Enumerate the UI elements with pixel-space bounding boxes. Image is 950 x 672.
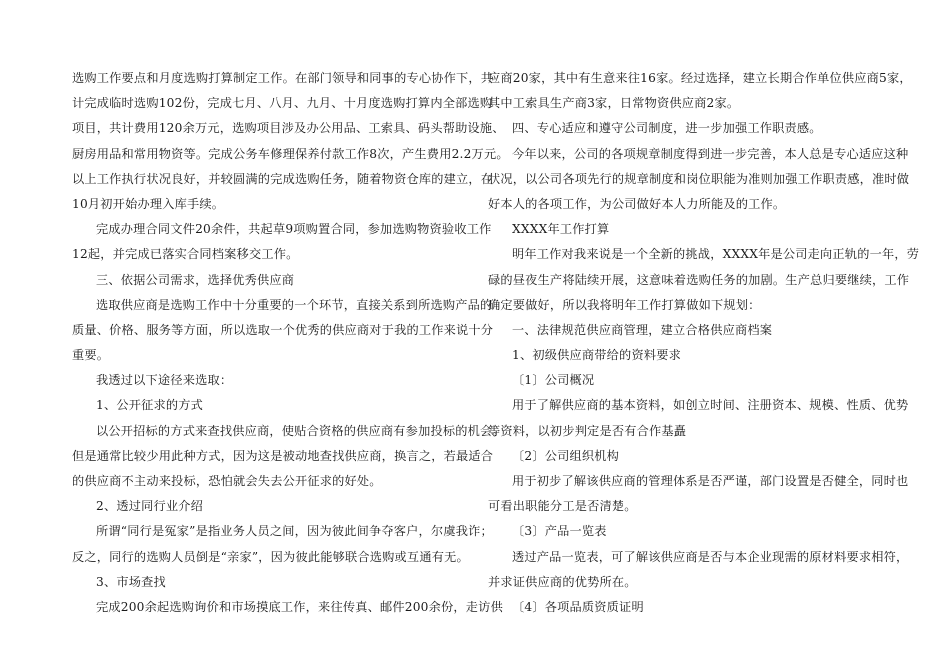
- text-line: 选取供应商是选购工作中十分重要的一个环节，直接关系到所选购产品的: [96, 297, 493, 312]
- text-line: XXXX年工作打算: [512, 222, 610, 237]
- text-line: 以上工作执行状况良好，并较圆满的完成选购任务，随着物资仓库的建立，在: [72, 171, 494, 186]
- text-line: 今年以来，公司的各项规章制度得到进一步完善，本人总是专心适应这种: [512, 146, 909, 161]
- text-line: 等资料，以初步判定是否有合作基矗: [488, 423, 687, 438]
- text-line: 所谓“同行是冤家”是指业务人员之间，因为彼此间争夺客户，尔虞我诈；: [96, 524, 493, 539]
- text-line: 选购工作要点和月度选购打算制定工作。在部门领导和同事的专心协作下，共: [72, 71, 494, 85]
- text-line: 一、法律规范供应商管理，建立合格供应商档案: [512, 322, 773, 337]
- text-line: 用于了解供应商的基本资料，如创立时间、注册资本、规模、性质、优势: [512, 398, 909, 413]
- text-line: 透过产品一览表，可了解该供应商是否与本企业现需的原材料要求相符，: [512, 549, 909, 564]
- text-line: 〔4〕各项品质资质证明: [512, 599, 644, 614]
- text-line: 好本人的各项工作，为公司做好本人力所能及的工作。: [488, 196, 786, 211]
- text-line: 质量、价格、服务等方面，所以选取一个优秀的供应商对于我的工作来说十分: [72, 322, 494, 337]
- text-line: 〔3〕产品一览表: [512, 524, 607, 539]
- text-line: 厨房用品和常用物资等。完成公务车修理保养付款工作8次，产生费用2.2万元。: [72, 146, 509, 161]
- text-line: 重要。: [72, 348, 110, 363]
- text-line: 3、市场查找: [96, 574, 166, 589]
- text-line: 1、公开征求的方式: [96, 398, 204, 413]
- text-line: 碌的昼夜生产将陆续开展，这意味着选购任务的加剧。生产总归要继续，工作: [488, 272, 910, 287]
- text-line: 确定要做好，所以我将明年工作打算做如下规划：: [488, 297, 761, 312]
- text-line: 完成办理合同文件20余件，共起草9项购置合同，参加选购物资验收工作: [96, 222, 492, 237]
- text-line: 1、初级供应商带给的资料要求: [512, 348, 681, 363]
- text-line: 以公开招标的方式来查找供应商，使贴合资格的供应商有参加投标的机会。: [96, 423, 505, 438]
- text-line: 反之，同行的选购人员倒是“亲家”，因为彼此能够联合选购或互通有无。: [72, 549, 469, 564]
- text-line: 12起，并完成已落实合同档案移交工作。: [72, 247, 299, 262]
- text-line: 明年工作对我来说是一个全新的挑战，XXXX年是公司走向正轨的一年，劳: [512, 247, 920, 262]
- text-line: 项目，共计费用120余万元，选购项目涉及办公用品、工索具、码头帮助设施、: [72, 121, 505, 136]
- text-line: 其中工索具生产商3家，日常物资供应商2家。: [488, 96, 740, 111]
- left-text-column: [72, 66, 509, 620]
- text-line: 并求证供应商的优势所在。: [488, 574, 637, 589]
- text-line: 可看出职能分工是否清楚。: [488, 499, 637, 514]
- text-line: 但是通常比较少用此种方式，因为这是被动地查找供应商，换言之，若最适合: [72, 448, 494, 463]
- text-line: 计完成临时选购102份，完成七月、八月、九月、十月度选购打算内全部选购: [72, 96, 493, 111]
- text-line: 完成200余起选购询价和市场摸底工作，来往传真、邮件200余份，走访供: [96, 599, 503, 614]
- text-line: 〔1〕公司概况: [512, 373, 595, 388]
- text-line: 2、透过同行业介绍: [96, 499, 204, 514]
- text-line: 应商20家，其中有生意来往16家。经过选择，建立长期合作单位供应商5家，: [488, 71, 912, 85]
- text-line: 状况，以公司各项先行的规章制度和岗位职能为准则加强工作职责感，准时做: [488, 171, 910, 186]
- text-line: 三、依据公司需求，选择优秀供应商: [96, 272, 295, 287]
- text-line: 我透过以下途径来选取：: [96, 373, 233, 388]
- text-line: 〔2〕公司组织机构: [512, 448, 620, 463]
- text-line: 10月初开始办理入库手续。: [72, 196, 225, 211]
- text-line: 四、专心适应和遵守公司制度，进一步加强工作职责感。: [512, 121, 822, 136]
- text-line: 的供应商不主动来投标，恐怕就会失去公开征求的好处。: [72, 474, 382, 488]
- right-text-column: [488, 66, 920, 620]
- text-line: 用于初步了解该供应商的管理体系是否严谨，部门设置是否健全，同时也: [512, 474, 909, 488]
